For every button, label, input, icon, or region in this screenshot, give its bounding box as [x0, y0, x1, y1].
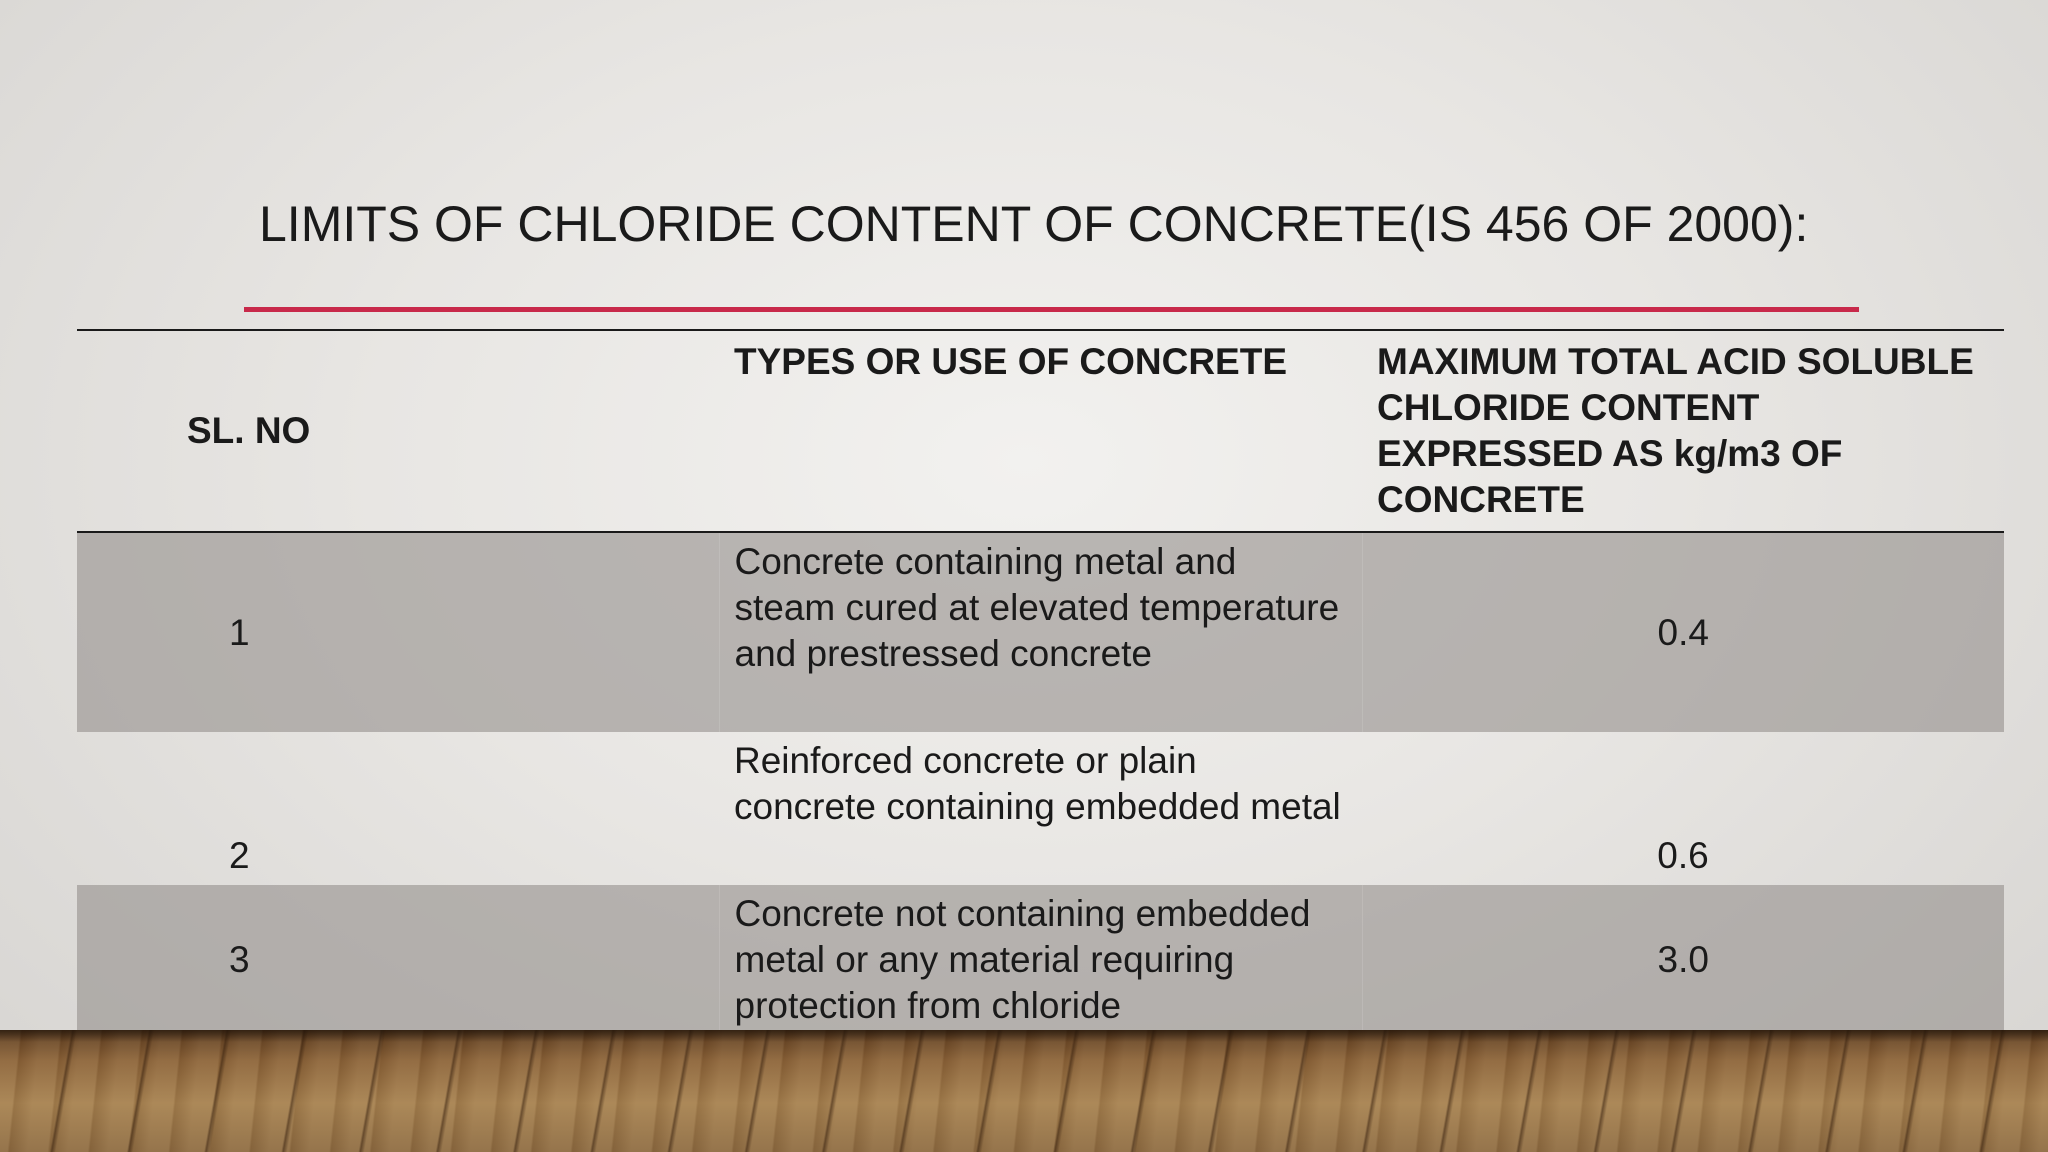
cell-type: Concrete containing metal and steam cured at elevated temperature and prestressed concrete — [719, 532, 1362, 732]
table-row — [77, 885, 2004, 1036]
cell-type: Concrete not containing embedded metal or any material requiring protection from chloride — [719, 885, 1362, 1036]
table-row — [77, 732, 2004, 885]
table-row — [77, 532, 2004, 732]
header-max-chloride: MAXIMUM TOTAL ACID SOLUBLE CHLORIDE CONTENT EXPRESSED AS kg/m3 OF CONCRETE — [1362, 330, 2004, 532]
cell-max-chloride: 0.4 — [1362, 532, 2004, 732]
header-type-of-concrete: TYPES OR USE OF CONCRETE — [719, 330, 1362, 532]
title-underline — [244, 307, 1859, 312]
cell-type: Reinforced concrete or plain concrete containing embedded metal — [734, 740, 1341, 827]
floor-shadow — [0, 1030, 2048, 1042]
wood-floor-background — [0, 1030, 2048, 1152]
cell-max-chloride: 3.0 — [1362, 885, 2004, 1036]
cell-max-chloride: 0.6 — [1657, 835, 1709, 876]
cell-sl-no: 3 — [77, 885, 719, 1036]
cell-sl-no: 1 — [77, 532, 719, 732]
slide-title: LIMITS OF CHLORIDE CONTENT OF CONCRETE(IS 456 OF 2000): — [259, 196, 1809, 252]
chloride-limits-table — [77, 329, 2004, 1037]
cell-sl-no: 2 — [229, 835, 250, 876]
table-header-row — [77, 330, 2004, 532]
header-sl-no: SL. NO — [77, 330, 719, 532]
